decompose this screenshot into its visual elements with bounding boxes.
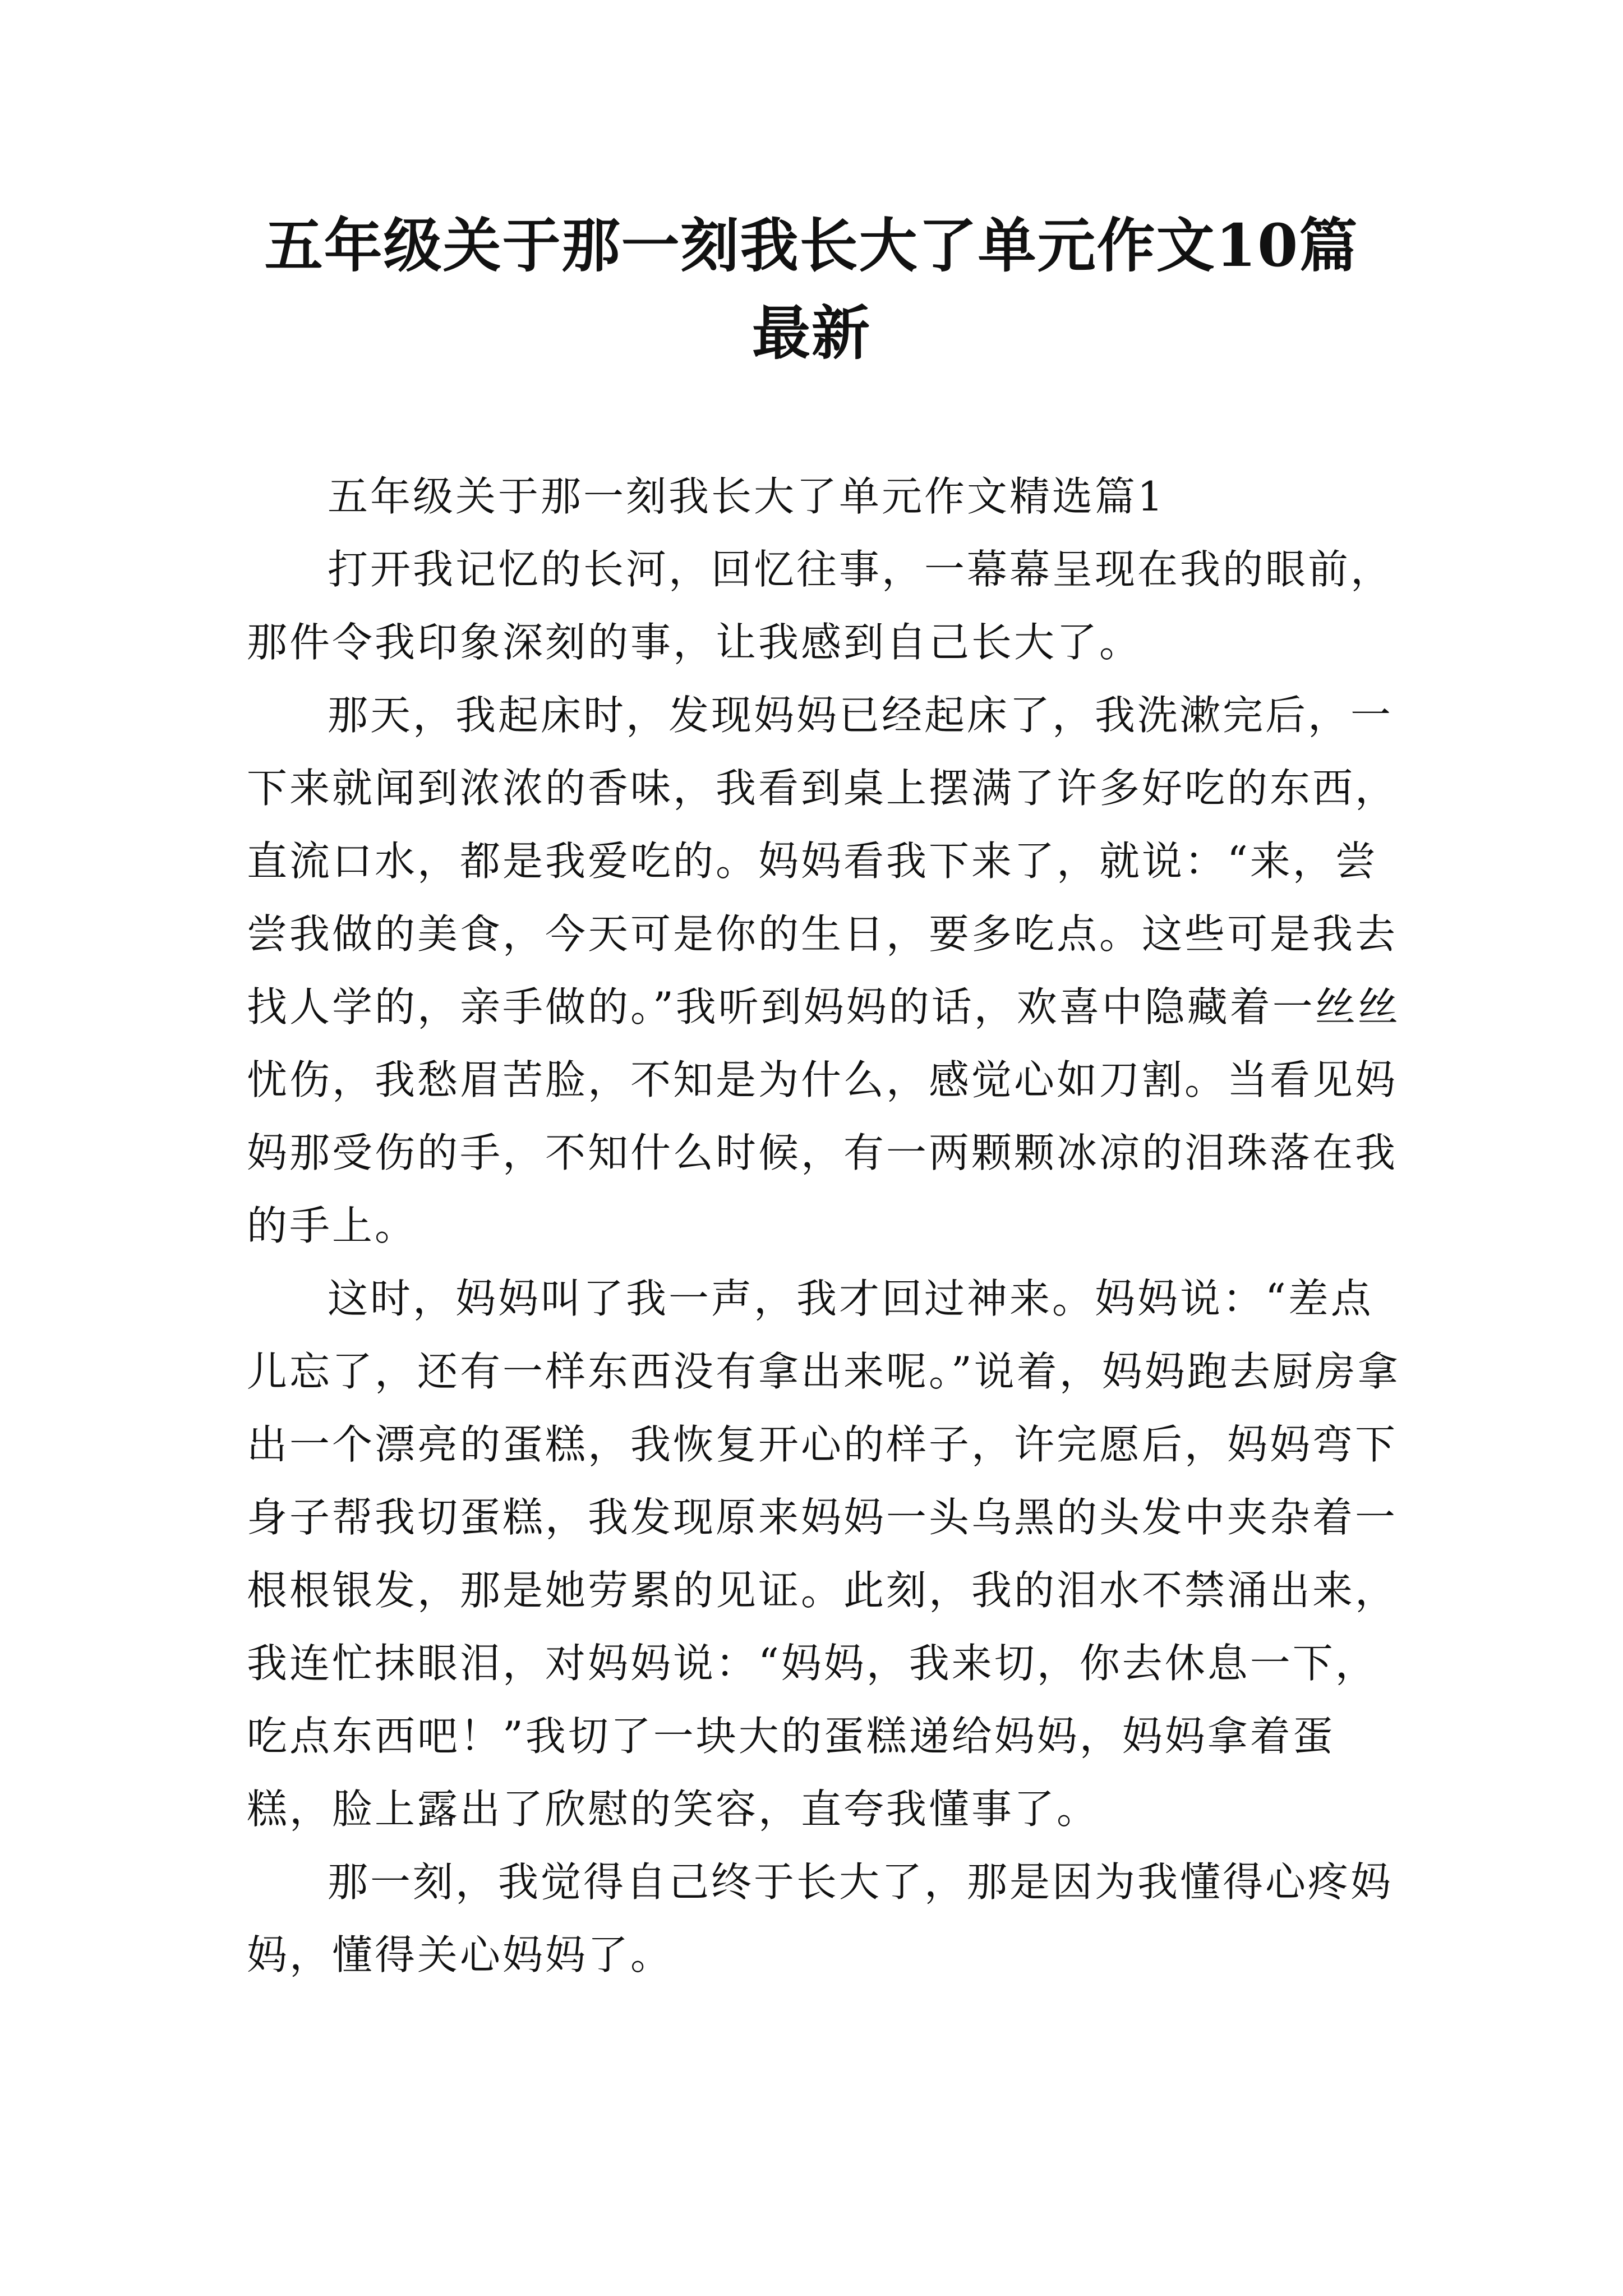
paragraph: 那天，我起床时，发现妈妈已经起床了，我洗漱完后，一下来就闻到浓浓的香味，我看到桌上摆满了许多好吃的东西，直流口水，都是我爱吃的。妈妈看我下来了，就说：“来，尝尝我做的美食，今天可是你的生日，要多吃点。这些可是我去找人学的，亲手做的。”我听到妈妈的话，欢喜中隐藏着一丝丝忧伤，我愁眉苦脸，不知是为什么，感觉心如刀割。当看见妈妈那受伤的手，不知什么时候，有一两颗颗冰凉的泪珠落在我的手上。 — [247, 692, 1400, 1249]
document-body — [247, 460, 1402, 1991]
section-heading: 五年级关于那一刻我长大了单元作文精选篇1 — [328, 473, 1165, 520]
document-title: 五年级关于那一刻我长大了单元作文10篇最新 — [264, 211, 1359, 367]
paragraph: 打开我记忆的长河，回忆往事，一幕幕呈现在我的眼前，那件令我印象深刻的事，让我感到自己长大了。 — [247, 546, 1394, 666]
paragraph: 这时，妈妈叫了我一声，我才回过神来。妈妈说：“差点儿忘了，还有一样东西没有拿出来呢。”说着，妈妈跑去厨房拿出一个漂亮的蛋糕，我恢复开心的样子，许完愿后，妈妈弯下身子帮我切蛋糕，我发现原来妈妈一头乌黑的头发中夹杂着一根根银发，那是她劳累的见证。此刻，我的泪水不禁涌出来，我连忙抹眼泪，对妈妈说：“妈妈，我来切，你去休息一下，吃点东西吧！”我切了一块大的蛋糕递给妈妈，妈妈拿着蛋糕，脸上露出了欣慰的笑容，直夸我懂事了。 — [247, 1275, 1400, 1833]
paragraph: 那一刻，我觉得自己终于长大了，那是因为我懂得心疼妈妈，懂得关心妈妈了。 — [247, 1858, 1394, 1978]
